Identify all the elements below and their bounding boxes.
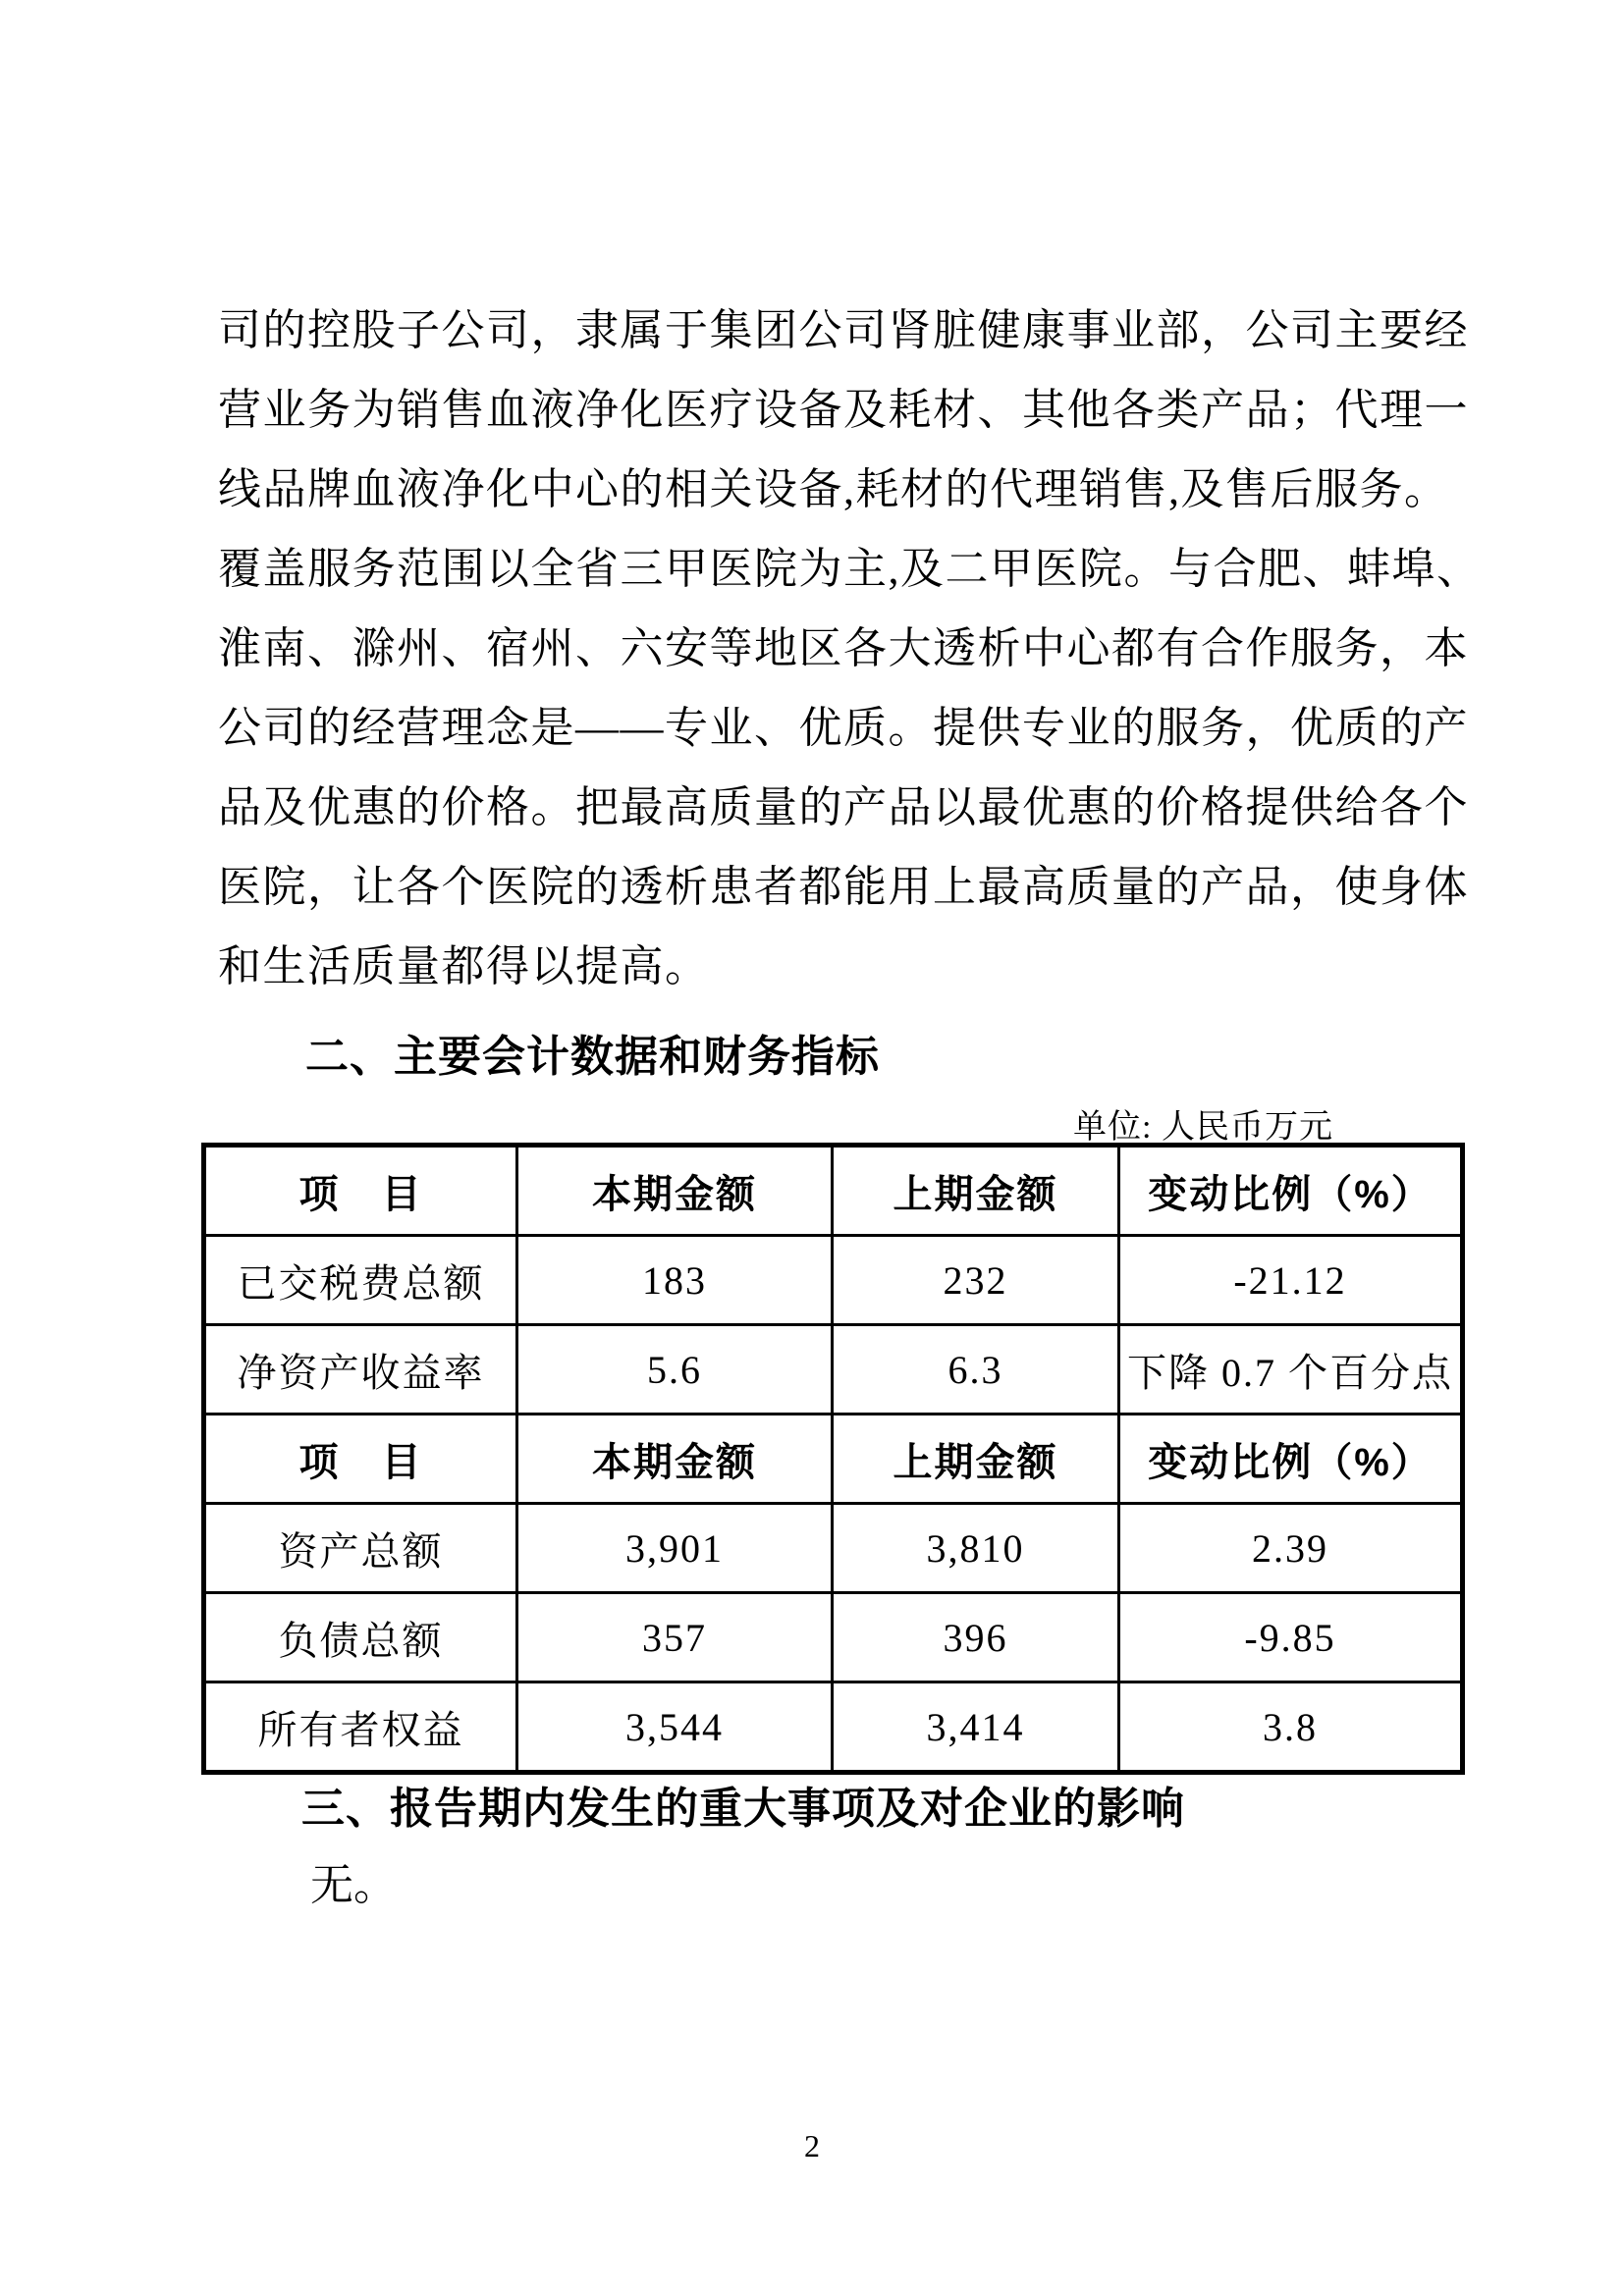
table-cell: -9.85: [1119, 1593, 1463, 1682]
table-unit-label: 单位: 人民币万元: [1073, 1109, 1333, 1146]
table-header-cell: 项 目: [204, 1415, 517, 1504]
table-cell: 资产总额: [204, 1504, 517, 1593]
table-cell: 183: [517, 1236, 833, 1325]
table-header-row: [204, 1415, 1463, 1504]
table-cell: -21.12: [1119, 1236, 1463, 1325]
table-header-row: [204, 1146, 1463, 1236]
table-cell: 所有者权益: [204, 1682, 517, 1773]
paragraph-line: 淮南、滁州、宿州、六安等地区各大透析中心都有合作服务，本: [218, 624, 1469, 672]
table-cell: 3.8: [1119, 1682, 1463, 1773]
table-header-cell: 本期金额: [517, 1415, 833, 1504]
table-row: [204, 1236, 1463, 1325]
table-cell: 已交税费总额: [204, 1236, 517, 1325]
table-cell: 3,901: [517, 1504, 833, 1593]
section-3-heading: 三、报告期内发生的重大事项及对企业的影响: [301, 1785, 1185, 1833]
table-cell: 5.6: [517, 1325, 833, 1415]
paragraph-line: 医院，让各个医院的透析患者都能用上最高质量的产品，使身体: [218, 863, 1469, 911]
table-header-cell: 变动比例（%）: [1119, 1415, 1463, 1504]
table-header-cell: 上期金额: [833, 1415, 1119, 1504]
paragraph-line: 线品牌血液净化中心的相关设备,耗材的代理销售,及售后服务。: [218, 465, 1449, 513]
section-2-heading: 二、主要会计数据和财务指标: [305, 1033, 880, 1081]
page-footer: [0, 2128, 1624, 2164]
table-cell: 232: [833, 1236, 1119, 1325]
table-header-cell: 本期金额: [517, 1146, 833, 1236]
table-row: [204, 1593, 1463, 1682]
table-cell: 下降 0.7 个百分点: [1119, 1325, 1463, 1415]
paragraph-line: 和生活质量都得以提高。: [218, 942, 710, 990]
paragraph-line: 覆盖服务范围以全省三甲医院为主,及二甲医院。与合肥、蚌埠、: [218, 545, 1482, 593]
body-paragraph: [218, 291, 1482, 1006]
table-header-cell: 项 目: [204, 1146, 517, 1236]
table-row: [204, 1325, 1463, 1415]
table-cell: 3,810: [833, 1504, 1119, 1593]
paragraph-line: 品及优惠的价格。把最高质量的产品以最优惠的价格提供给各个: [218, 783, 1469, 831]
table-cell: 3,414: [833, 1682, 1119, 1773]
table-cell: 2.39: [1119, 1504, 1463, 1593]
table-cell: 净资产收益率: [204, 1325, 517, 1415]
section-3-content: 无。: [310, 1861, 397, 1909]
table-cell: 3,544: [517, 1682, 833, 1773]
paragraph-line: 公司的经营理念是——专业、优质。提供专业的服务，优质的产: [218, 704, 1469, 752]
table-row: [204, 1504, 1463, 1593]
page-number: 2: [804, 2128, 820, 2163]
table-row: [204, 1682, 1463, 1773]
table-header-cell: 上期金额: [833, 1146, 1119, 1236]
financial-indicators-table: [201, 1143, 1465, 1775]
paragraph-line: 营业务为销售血液净化医疗设备及耗材、其他各类产品；代理一: [218, 386, 1469, 434]
paragraph-line: 司的控股子公司，隶属于集团公司肾脏健康事业部，公司主要经: [218, 306, 1469, 354]
table-cell: 396: [833, 1593, 1119, 1682]
table-cell: 负债总额: [204, 1593, 517, 1682]
table-header-cell: 变动比例（%）: [1119, 1146, 1463, 1236]
table-cell: 6.3: [833, 1325, 1119, 1415]
table-cell: 357: [517, 1593, 833, 1682]
